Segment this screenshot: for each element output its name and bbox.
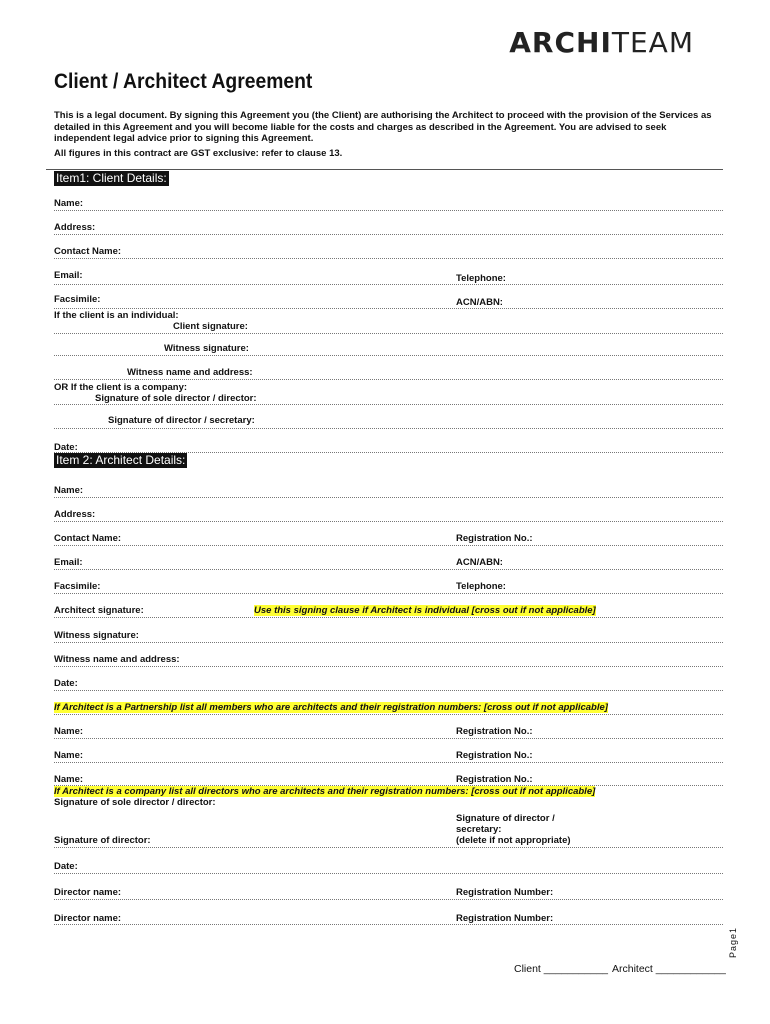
architect-name-line[interactable]	[54, 497, 723, 498]
page-title: Client / Architect Agreement	[54, 70, 313, 93]
architect-facsimile-line[interactable]	[54, 593, 723, 594]
director-registration-label: Registration Number:	[456, 913, 554, 924]
architect-facsimile-label: Facsimile:	[54, 581, 101, 592]
director-name-line[interactable]	[54, 924, 723, 925]
client-contact-name-label: Contact Name:	[54, 246, 122, 257]
director-name-label: Director name:	[54, 887, 122, 898]
architect-signature-line[interactable]	[54, 617, 723, 618]
director-registration-label: Registration Number:	[456, 887, 554, 898]
director-signature-label: Signature of director:	[54, 835, 151, 846]
client-facsimile-line[interactable]	[54, 308, 723, 309]
architect-witness-name-label: Witness name and address:	[54, 654, 180, 665]
partner-line[interactable]	[54, 762, 723, 763]
intro-paragraph: This is a legal document. By signing this Agreement you (the Client) are authorising the Architect to proceed with the provision of the Services as detailed in this Agreement and you will become liable for the costs and charges as described in the Agreement. You are advised to seek independent legal advice prior to signing this Agreement.	[54, 110, 712, 144]
client-contact-name-line[interactable]	[54, 258, 723, 259]
footer-client-initial: Client ___________	[514, 963, 608, 975]
architect-email-line[interactable]	[54, 569, 723, 570]
architect-date-label: Date:	[54, 678, 78, 689]
item2-heading: Item 2: Architect Details:	[56, 453, 186, 467]
architect-telephone-label: Telephone:	[456, 581, 506, 592]
director-secretary-label-2: secretary:	[456, 824, 502, 835]
footer-architect-initial: Architect ____________	[612, 963, 726, 975]
item1-heading: Item1: Client Details:	[56, 171, 167, 185]
witness-signature-label: Witness signature:	[164, 343, 249, 354]
architect-witness-signature-label: Witness signature:	[54, 630, 139, 641]
section-divider	[46, 169, 723, 170]
client-name-line[interactable]	[54, 210, 723, 211]
client-signature-line[interactable]	[54, 333, 723, 334]
individual-intro: If the client is an individual:	[54, 310, 179, 321]
director-signature-line[interactable]	[54, 847, 723, 848]
client-name-label: Name:	[54, 198, 84, 209]
client-address-label: Address:	[54, 222, 96, 233]
client-email-line[interactable]	[54, 284, 723, 285]
architeam-logo: ARCHITEAM	[509, 26, 694, 59]
architect-acn-abn-label: ACN/ABN:	[456, 557, 503, 568]
director-secretary-label-3: (delete if not appropriate)	[456, 835, 571, 846]
architect-email-label: Email:	[54, 557, 83, 568]
architect-contact-line[interactable]	[54, 545, 723, 546]
architect-address-line[interactable]	[54, 521, 723, 522]
sole-director-line[interactable]	[54, 404, 723, 405]
architect-witness-name-line[interactable]	[54, 666, 723, 667]
client-date-label: Date:	[54, 442, 78, 453]
architect-name-label: Name:	[54, 485, 84, 496]
director-secretary-line[interactable]	[54, 428, 723, 429]
architect-signature-label: Architect signature:	[54, 605, 144, 616]
sole-director-label: Signature of sole director / director:	[95, 393, 257, 404]
director-secretary-label: Signature of director / secretary:	[108, 415, 255, 426]
architect-address-label: Address:	[54, 509, 96, 520]
architect-date2-label: Date:	[54, 861, 78, 872]
partner-registration-label: Registration No.:	[456, 774, 533, 785]
architect-registration-label: Registration No.:	[456, 533, 533, 544]
partner-registration-label: Registration No.:	[456, 750, 533, 761]
architect-date-line[interactable]	[54, 690, 723, 691]
witness-signature-line[interactable]	[54, 355, 723, 356]
partner-line[interactable]	[54, 738, 723, 739]
page-number: Page1	[728, 926, 738, 958]
director-name-label: Director name:	[54, 913, 122, 924]
director-secretary-label-1: Signature of director /	[456, 813, 555, 824]
partner-name-label: Name:	[54, 750, 84, 761]
client-email-label: Email:	[54, 270, 83, 281]
company-directors-note: If Architect is a company list all directors who are architects and their registration numbers: [cross out if not applicable]	[54, 786, 596, 797]
director-name-line[interactable]	[54, 899, 723, 900]
witness-name-address-line[interactable]	[54, 379, 723, 380]
partner-registration-label: Registration No.:	[456, 726, 533, 737]
client-acn-abn-label: ACN/ABN:	[456, 297, 503, 308]
architect-sole-director-label: Signature of sole director / director:	[54, 797, 216, 808]
architect-contact-name-label: Contact Name:	[54, 533, 122, 544]
witness-name-address-label: Witness name and address:	[127, 367, 253, 378]
gst-note: All figures in this contract are GST exclusive: refer to clause 13.	[54, 148, 343, 159]
client-telephone-label: Telephone:	[456, 273, 506, 284]
architect-date2-line[interactable]	[54, 873, 723, 874]
partner-name-label: Name:	[54, 774, 84, 785]
partnership-line[interactable]	[54, 714, 723, 715]
client-facsimile-label: Facsimile:	[54, 294, 101, 305]
architect-witness-signature-line[interactable]	[54, 642, 723, 643]
partnership-note: If Architect is a Partnership list all members who are architects and their registration numbers: [cross out if not applicable]	[54, 702, 608, 713]
client-signature-label: Client signature:	[173, 321, 248, 332]
client-address-line[interactable]	[54, 234, 723, 235]
company-intro: OR If the client is a company:	[54, 382, 188, 393]
partner-name-label: Name:	[54, 726, 84, 737]
individual-clause-note: Use this signing clause if Architect is individual [cross out if not applicable]	[254, 605, 596, 616]
